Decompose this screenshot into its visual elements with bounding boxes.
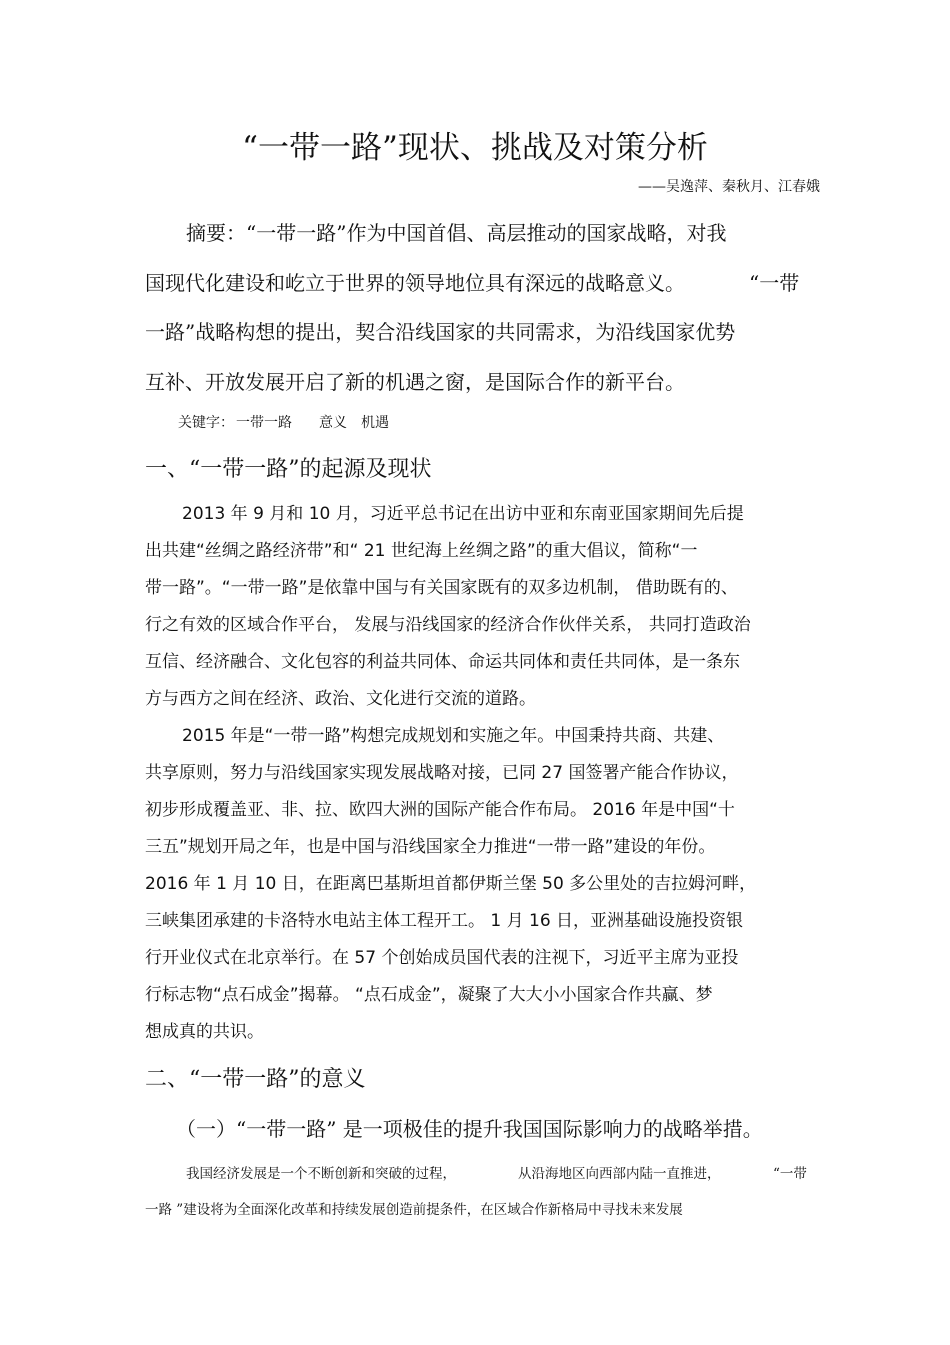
paragraph-line: 共享原则，努力与沿线国家实现发展战略对接，已同 27 国签署产能合作协议， — [145, 763, 739, 783]
abstract-line: 一路”战略构想的提出，契合沿线国家的共同需求，为沿线国家优势 — [145, 320, 736, 344]
paragraph-line: 我国经济发展是一个不断创新和突破的过程， — [186, 1166, 456, 1182]
subsection-heading: （一）“一带一路” 是一项极佳的提升我国国际影响力的战略举措。 — [176, 1117, 763, 1141]
paragraph-line: 方与西方之间在经济、政治、文化进行交流的道路。 — [145, 689, 536, 709]
paragraph-line: 2015 年是“一带一路”构想完成规划和实施之年。中国秉持共商、共建、 — [182, 726, 725, 746]
paragraph-line: 互信、经济融合、文化包容的利益共同体、命运共同体和责任共同体，是一条东 — [145, 652, 740, 672]
abstract-line: “一带 — [749, 271, 800, 295]
keywords-label: 关键字： — [178, 415, 234, 431]
abstract-line: 互补、开放发展开启了新的机遇之窗，是国际合作的新平台。 — [145, 370, 685, 394]
paragraph-line: 一路 ”建设将为全面深化改革和持续发展创造前提条件，在区域合作新格局中寻找未来发展 — [145, 1202, 683, 1218]
paragraph-line: 行之有效的区域合作平台， 发展与沿线国家的经济合作伙伴关系， 共同打造政治 — [145, 615, 751, 635]
paragraph-line: 行开业仪式在北京举行。在 57 个创始成员国代表的注视下，习近平主席为亚投 — [145, 948, 739, 968]
document-title: “一带一路”现状、挑战及对策分析 — [242, 130, 708, 166]
authors-line: ——吴逸萍、秦秋月、江春娥 — [638, 179, 820, 195]
paragraph-line: 从沿海地区向西部内陆一直推进， — [518, 1166, 721, 1182]
keyword-term: 机遇 — [361, 415, 389, 431]
paragraph-line: 2016 年 1 月 10 日，在距离巴基斯坦首都伊斯兰堡 50 多公里处的吉拉姆河畔， — [145, 874, 757, 894]
paragraph-line: 带一路”。“一带一路”是依靠中国与有关国家既有的双多边机制， 借助既有的、 — [145, 578, 738, 598]
paragraph-line: 行标志物“点石成金”揭幕。 “点石成金”，凝聚了大大小小国家合作共赢、梦 — [145, 985, 713, 1005]
paragraph-line: 初步形成覆盖亚、非、拉、欧四大洲的国际产能合作布局。 2016 年是中国“十 — [145, 800, 735, 820]
section-heading: 二、“一带一路”的意义 — [145, 1067, 366, 1092]
paragraph-line: “一带 — [773, 1166, 807, 1182]
paragraph-line: 出共建“丝绸之路经济带”和“ 21 世纪海上丝绸之路”的重大倡议，简称“一 — [145, 541, 698, 561]
paragraph-line: 2013 年 9 月和 10 月，习近平总书记在出访中亚和东南亚国家期间先后提 — [182, 504, 744, 524]
paragraph-line: 三五”规划开局之年，也是中国与沿线国家全力推进“一带一路”建设的年份。 — [145, 837, 716, 857]
abstract-line: 摘要：“一带一路”作为中国首倡、高层推动的国家战略，对我 — [186, 221, 727, 245]
paragraph-line: 三峡集团承建的卡洛特水电站主体工程开工。 1 月 16 日，亚洲基础设施投资银 — [145, 911, 744, 931]
abstract-line: 国现代化建设和屹立于世界的领导地位具有深远的战略意义。 — [145, 271, 685, 295]
keyword-term: 意义 — [319, 415, 347, 431]
keyword-term: 一带一路 — [236, 415, 292, 431]
paragraph-line: 想成真的共识。 — [145, 1022, 264, 1042]
section-heading: 一、“一带一路”的起源及现状 — [145, 457, 432, 482]
